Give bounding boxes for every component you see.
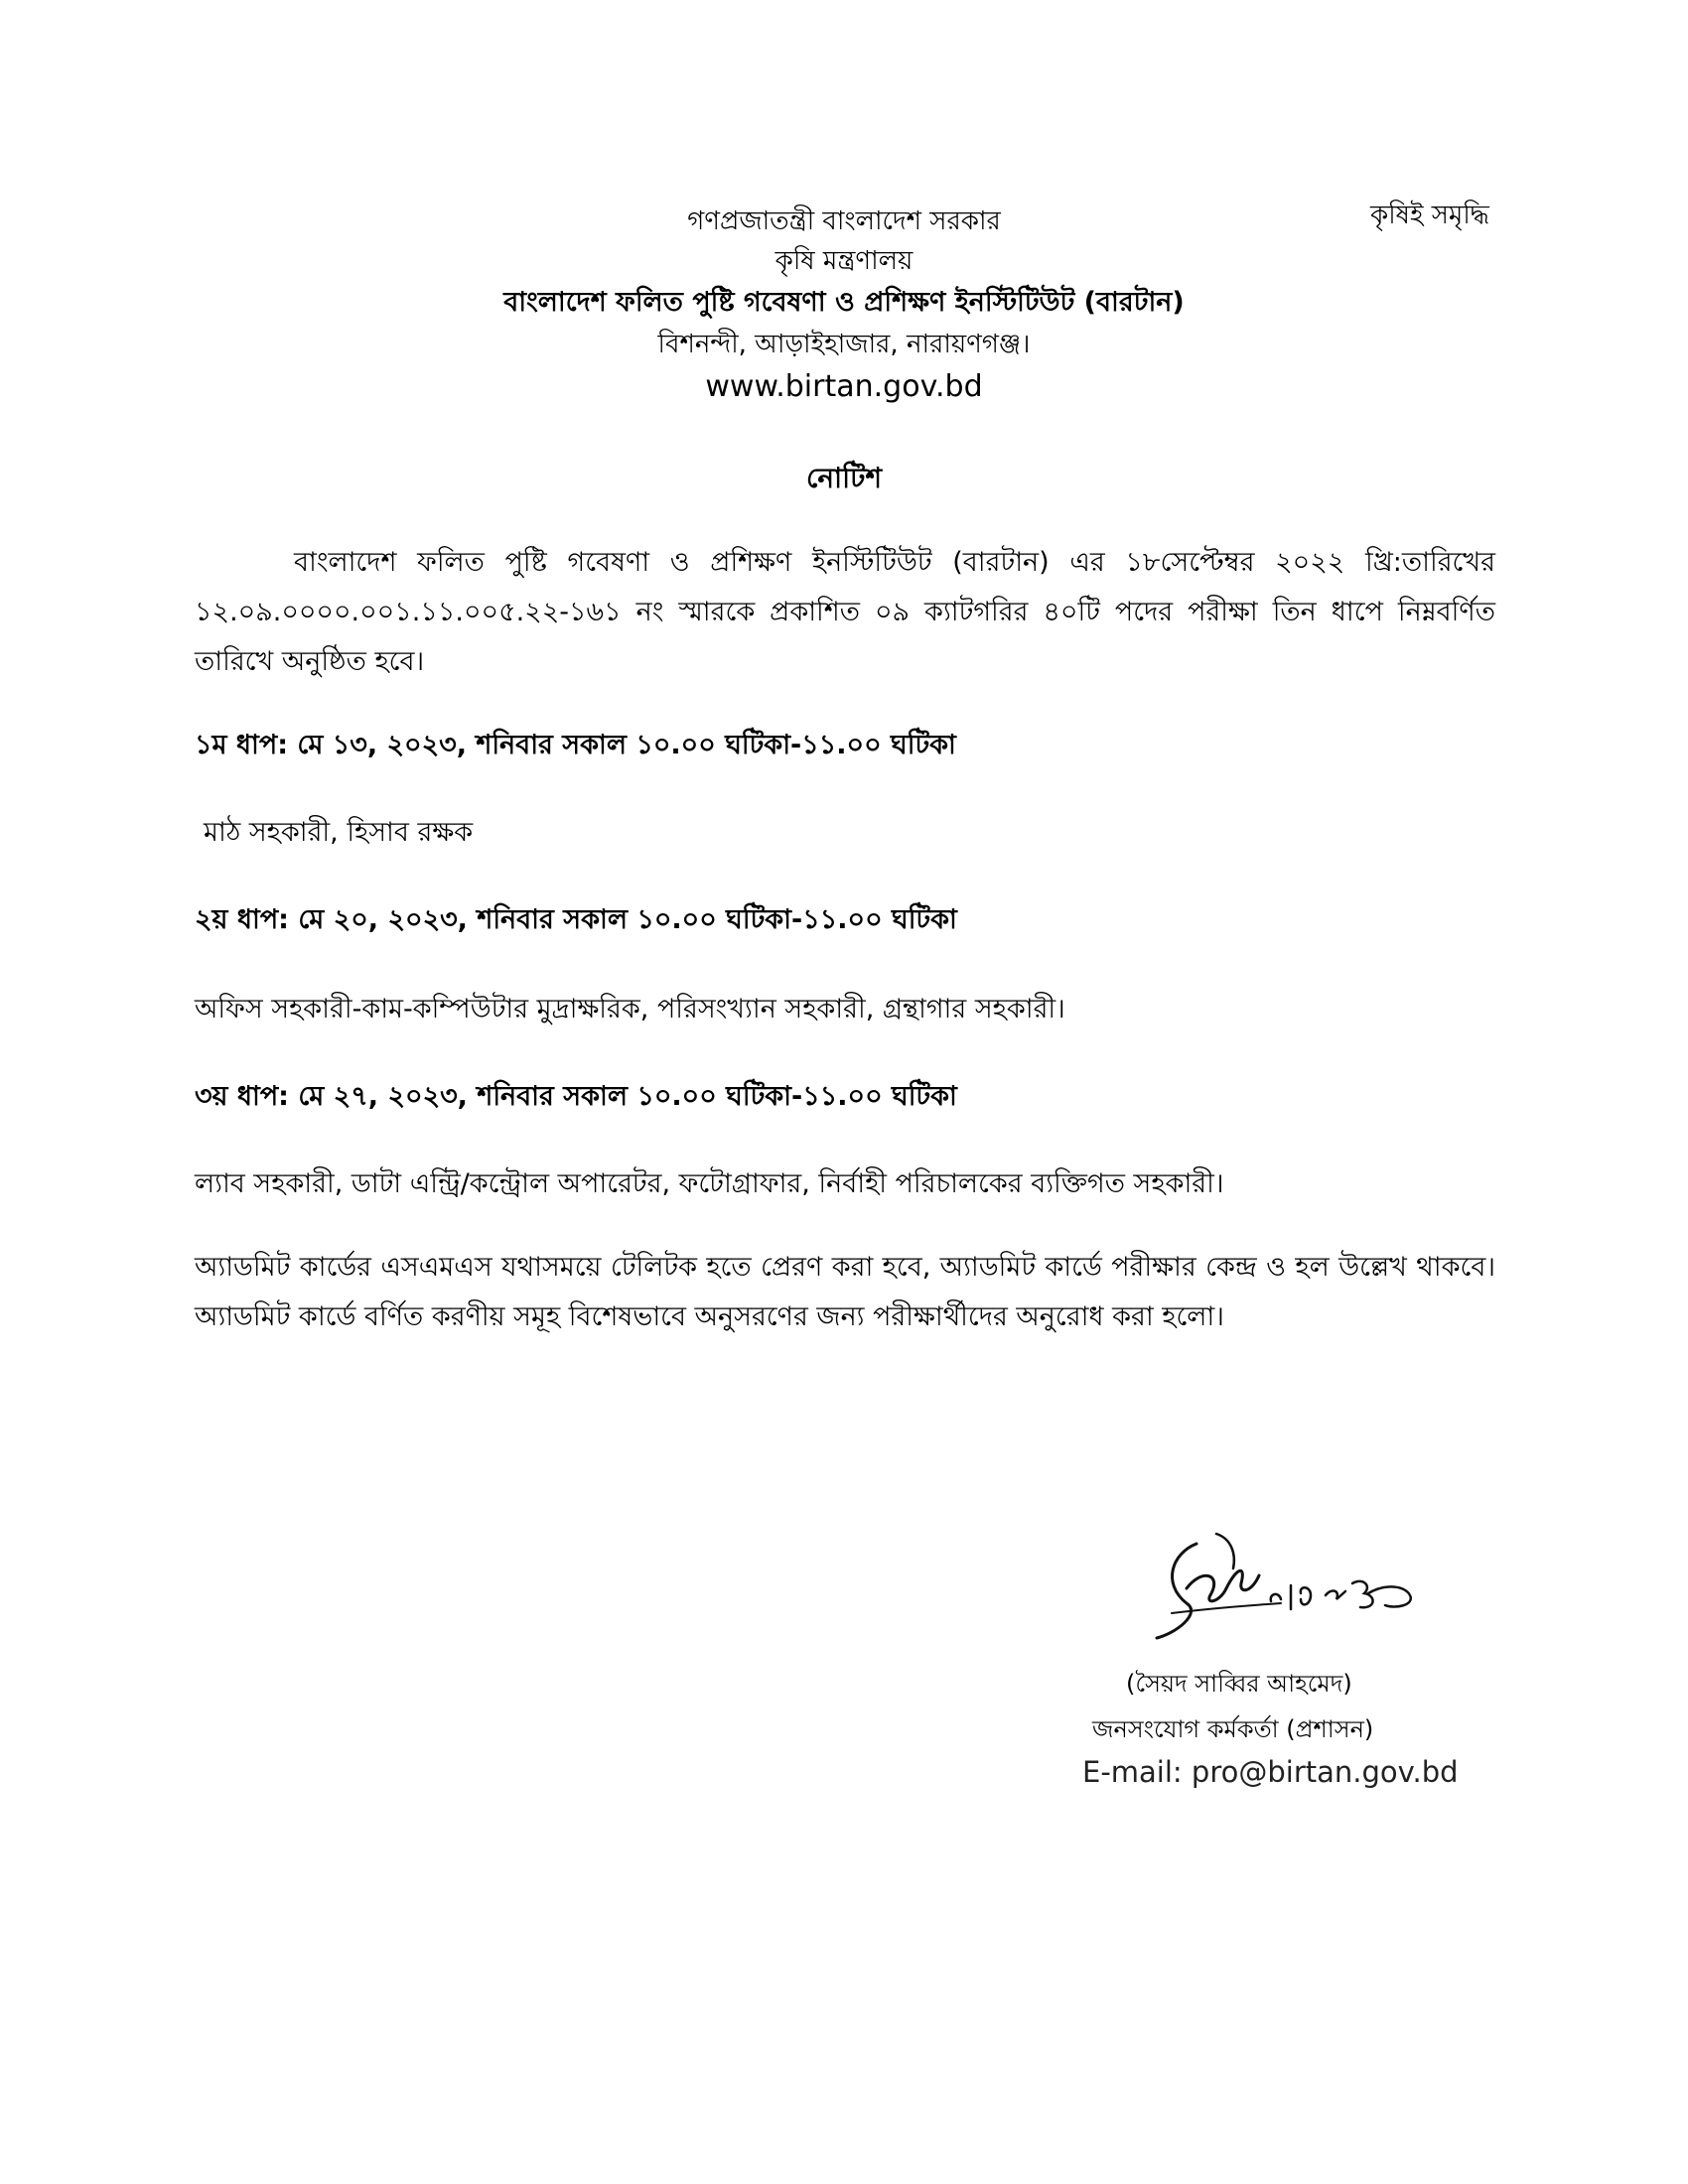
ministry-name: কৃষি মন্ত্রণালয়: [774, 246, 914, 276]
handwritten-signature: [1142, 1514, 1430, 1663]
institute-name: বাংলাদেশ ফলিত পুষ্টি গবেষণা ও প্রশিক্ষণ ইনস্টিটিউট (বারটান): [503, 287, 1185, 318]
signatory-name: (সৈয়দ সাব্বির আহমেদ): [1126, 1670, 1352, 1698]
admit-card-paragraph: অ্যাডমিট কার্ডের এসএমএস যথাসময়ে টেলিটক হতে প্রেরণ করা হবে, অ্যাডমিট কার্ডে পরীক্ষার কেন্দ্র ও হল উল্লেখ থাকবে। অ্যাডমিট কার্ডে বর্ণিত করণীয় সমূহ বিশেষভাবে অনুসরণের জন্য পরীক্ষার্থীদের অনুরোধ করা হলো।: [195, 1252, 1495, 1332]
signatory-email: E-mail: pro@birtan.gov.bd: [1082, 1755, 1459, 1789]
signatory-designation: জনসংযোগ কর্মকর্তা (প্রশাসন): [1092, 1715, 1374, 1743]
phase-2-heading: ২য় ধাপ: মে ২০, ২০২৩, শনিবার সকাল ১০.০০ ঘটিকা-১১.০০ ঘটিকা: [195, 904, 957, 935]
phase-3-heading: ৩য় ধাপ: মে ২৭, ২০২৩, শনিবার সকাল ১০.০০ ঘটিকা-১১.০০ ঘটিকা: [195, 1081, 957, 1112]
notice-intro-paragraph: বাংলাদেশ ফলিত পুষ্টি গবেষণা ও প্রশিক্ষণ ইনস্টিটিউট (বারটান) এর ১৮সেপ্টেম্বর ২০২২ খ্রি:তারিখের ১২.০৯.০০০০.০০১.১১.০০৫.২২-১৬১ নং স্মারকে প্রকাশিত ০৯ ক্যাটগরির ৪০টি পদের পরীক্ষা তিন ধাপে নিম্নবর্ণিত তারিখে অনুষ্ঠিত হবে।: [195, 547, 1495, 677]
motto-text: কৃষিই সমৃদ্ধি: [1370, 201, 1489, 230]
government-name: গণপ্রজাতন্ত্রী বাংলাদেশ সরকার: [687, 206, 1001, 236]
notice-title: নোটিশ: [805, 462, 883, 494]
phase-1-heading: ১ম ধাপ: মে ১৩, ২০২৩, শনিবার সকাল ১০.০০ ঘটিকা-১১.০০ ঘটিকা: [195, 730, 956, 760]
phase-2-posts: অফিস সহকারী-কাম-কম্পিউটার মুদ্রাক্ষরিক, পরিসংখ্যান সহকারী, গ্রন্থাগার সহকারী।: [195, 994, 1065, 1024]
phase-3-posts: ল্যাব সহকারী, ডাটা এন্ট্রি/কন্ট্রোল অপারেটর, ফটোগ্রাফার, নির্বাহী পরিচালকের ব্যক্তিগত সহকারী।: [195, 1168, 1224, 1199]
institute-website: www.birtan.gov.bd: [705, 369, 983, 404]
phase-1-posts: মাঠ সহকারী, হিসাব রক্ষক: [204, 817, 474, 848]
institute-address: বিশনন্দী, আড়াইহাজার, নারায়ণগঞ্জ।: [657, 330, 1031, 359]
